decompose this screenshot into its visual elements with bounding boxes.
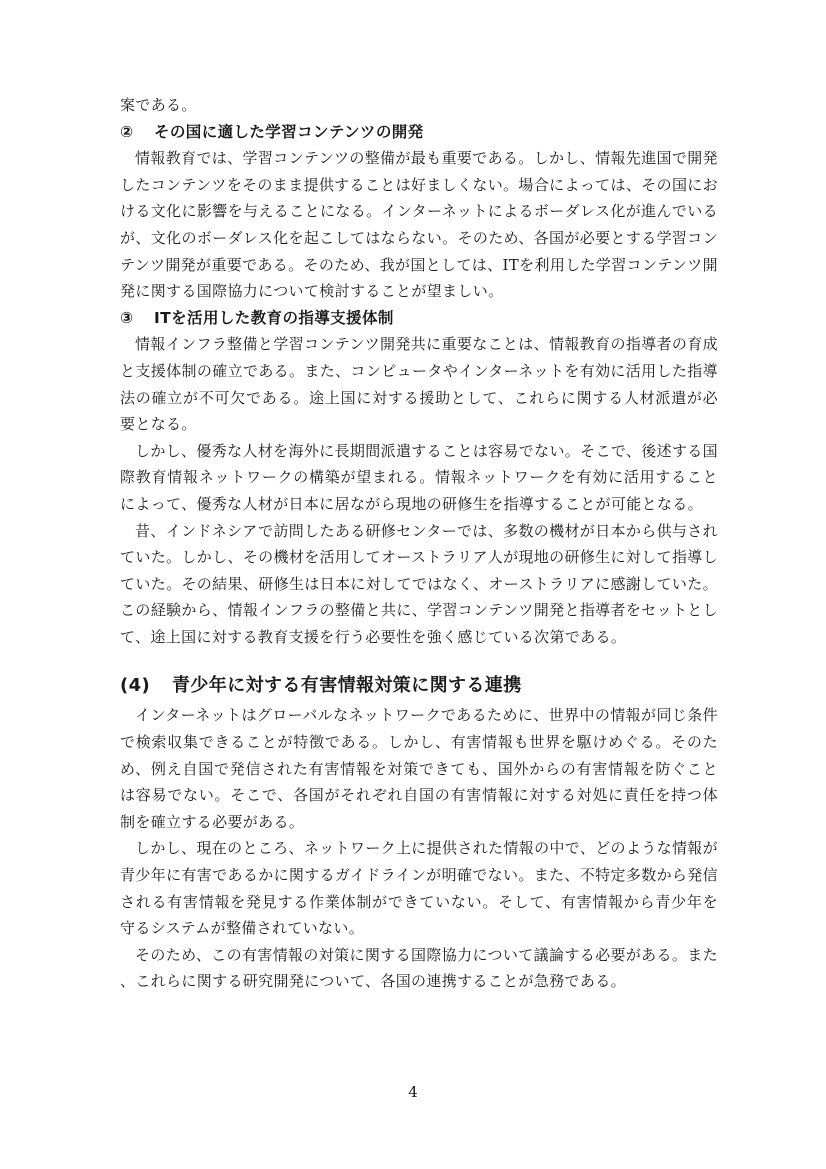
main-section-number: (4) — [120, 675, 151, 697]
continuation-text: 案である。 — [120, 96, 197, 114]
paragraph: しかし、現在のところ、ネットワーク上に提供された情報の中で、どのような情報が青少年に有害であるかに関するガイドラインが明確でない。また、不特定多数から発信される有害情報を発見する作業体制ができていない。そして、有害情報から青少年を守るシステムが整備されていない。 — [120, 839, 719, 938]
document-body — [120, 92, 718, 995]
section-heading-3 — [120, 305, 718, 332]
page-number: 4 — [408, 1083, 418, 1101]
main-section-heading — [120, 670, 718, 702]
paragraph: しかし、優秀な人材を海外に長期間派遣することは容易でない。そこで、後述する国際教育情報ネットワークの構築が望まれる。情報ネットワークを有効に活用することによって、優秀な人材が日本に居ながら現地の研修生を指導することが可能となる。 — [120, 441, 719, 513]
section-number: ③ — [120, 308, 134, 327]
paragraph: 情報教育では、学習コンテンツの整備が最も重要である。しかし、情報先進国で開発したコンテンツをそのまま提供することは好ましくない。場合によっては、その国における文化に影響を与えることになる。インターネットによるボーダレス化が進んでいるが、文化のボーダレス化を起こしてはならない。そのため、各国が必要とする学習コンテンツ開発が重要である。そのため、我が国としては、ITを利用した学習コンテンツ開発に関する国際協力について検討することが望ましい。 — [120, 149, 718, 301]
paragraph: インターネットはグローバルなネットワークであるために、世界中の情報が同じ条件で検索収集できることが特徴である。しかし、有害情報も世界を駆けめぐる。そのため、例え自国で発信された有害情報を対策できても、国外からの有害情報を防ぐことは容易でない。そこで、各国がそれぞれ自国の有害情報に対する対処に責任を持つ体制を確立する必要がある。 — [120, 706, 718, 831]
section-title: その国に適した学習コンテンツの開発 — [154, 122, 424, 141]
section-number: ② — [120, 122, 134, 141]
paragraph: 情報インフラ整備と学習コンテンツ開発共に重要なことは、情報教育の指導者の育成と支援体制の確立である。また、コンピュータやインターネットを有効に活用した指導法の確立が不可欠である。途上国に対する援助として、これらに関する人材派遣が必要となる。 — [120, 335, 718, 434]
paragraph: そのため、この有害情報の対策に関する国際協力について議論する必要がある。また、これらに関する研究開発について、各国の連携することが急務である。 — [120, 945, 718, 991]
section-heading-2 — [120, 119, 718, 146]
paragraph: 昔、インドネシアで訪問したある研修センターでは、多数の機材が日本から供与されていた。しかし、その機材を活用してオーストラリア人が現地の研修生に対して指導していた。その結果、研修生は日本に対してではなく、オーストラリアに感謝していた。この経験から、情報インフラの整備と共に、学習コンテンツ開発と指導者をセットとして、途上国に対する教育支援を行う必要性を強く感じている次第である。 — [120, 521, 719, 646]
section-title: ITを活用した教育の指導支援体制 — [154, 308, 394, 327]
main-section-title: 青少年に対する有害情報対策に関する連携 — [172, 675, 522, 697]
